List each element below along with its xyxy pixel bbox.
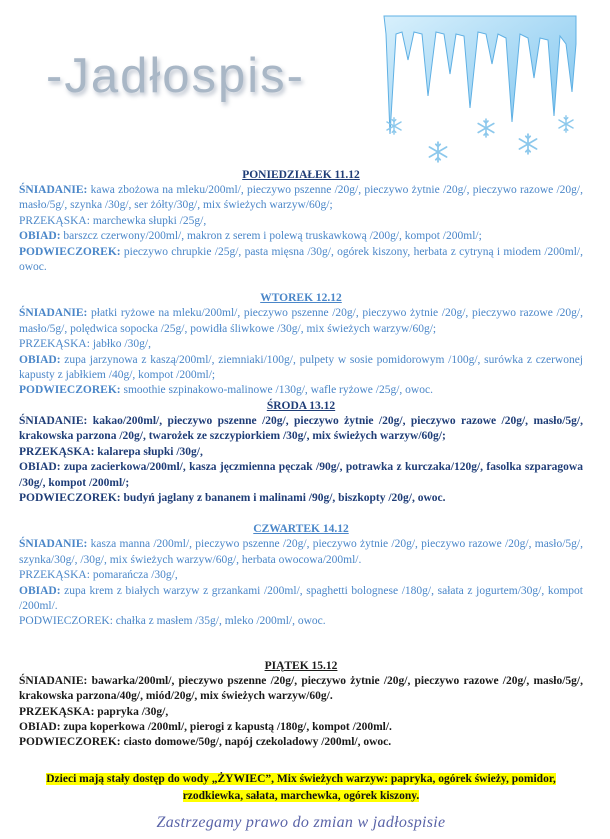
meal-snack: PRZEKĄSKA: marchewka słupki /25g/, — [19, 214, 207, 227]
meal-afternoon-snack: PODWIECZOREK: ciasto domowe/50g/, napój czekoladowy /200ml/, owoc. — [19, 736, 392, 749]
meal-breakfast: ŚNIADANIE: płatki ryżowe na mleku/200ml/, pieczywo pszenne /20g/, pieczywo żytnie /20g/, pieczywo razowe /20g/, masło/5g/, polędwica sopocka /25g/, powidła śliwkowe /30g/, mix świeżych warzyw/60g/; — [19, 307, 583, 335]
snowflake-icon — [559, 116, 573, 132]
meal-breakfast: ŚNIADANIE: kasza manna /200ml/, pieczywo pszenne /20g/, pieczywo żytnie /20g/, pieczywo razowe /20g/, masło/5g/, szynka/30g/, /30g/, mix świeżych warzyw/60g/, herbata owocowa/200ml/. — [19, 538, 583, 566]
day-section-friday — [19, 674, 583, 751]
meal-afternoon-snack: PODWIECZOREK: chałka z masłem /35g/, mleko /200ml/, owoc. — [19, 615, 326, 628]
meal-breakfast: ŚNIADANIE: kakao/200ml/, pieczywo pszenne /20g/, pieczywo żytnie /20g/, pieczywo razowe /20g/, masło/5g/, krakowska parzona /20g/, twarożek ze szczypiorkiem /30g/, mix świeżych warzyw/60g/; — [19, 414, 583, 443]
day-title-wednesday: ŚRODA 13.12 — [266, 399, 336, 412]
meal-lunch: OBIAD: barszcz czerwony/200ml/, makron z serem i polewą truskawkową /200g/, kompot /200ml/; — [19, 230, 482, 243]
snowflake-icon — [478, 119, 494, 137]
meal-breakfast: ŚNIADANIE: bawarka/200ml/, pieczywo pszenne /20g/, pieczywo żytnie /20g/, pieczywo razowe /20g/, masło/5g/, krakowska parzona/40g/, miód/20g/, mix świeżych warzyw/60g/. — [19, 674, 583, 703]
icicles-snowflakes-decoration — [380, 4, 580, 164]
snowflake-icon — [519, 134, 536, 154]
day-title-friday: PIĄTEK 15.12 — [264, 659, 338, 672]
day-title-thursday: CZWARTEK 14.12 — [253, 523, 349, 536]
meal-snack: PRZEKĄSKA: kalarepa słupki /30g/, — [19, 445, 203, 458]
meal-snack: PRZEKĄSKA: pomarańcza /30g/, — [19, 569, 178, 582]
day-title-tuesday: WTOREK 12.12 — [260, 292, 342, 305]
meal-afternoon-snack: PODWIECZOREK: smoothie szpinakowo-malinowe /130g/, wafle ryżowe /25g/, owoc. — [19, 384, 433, 397]
meal-afternoon-snack: PODWIECZOREK: budyń jaglany z bananem i malinami /90g/, biszkopty /20g/, owoc. — [19, 491, 446, 504]
footer-note: Zastrzegamy prawo do zmian w jadłospisie — [156, 813, 446, 831]
meal-lunch: OBIAD: zupa jarzynowa z kaszą/200ml/, ziemniaki/100g/, pulpety w sosie pomidorowym /100g/, surówka z czerwonej kapusty z jabłkiem /40g/, kompot /200ml/; — [19, 353, 583, 382]
day-title-monday: PONIEDZIAŁEK 11.12 — [242, 169, 360, 181]
day-section-thursday — [19, 537, 583, 629]
day-section-wednesday — [19, 414, 583, 506]
meal-lunch: OBIAD: zupa zacierkowa/200ml/, kasza jęczmienna pęczak /90g/, potrawka z kurczaka/120g/, fasolka szparagowa /30g/, kompot /200ml/; — [19, 461, 583, 489]
meal-snack: PRZEKĄSKA: papryka /30g/, — [19, 705, 169, 718]
snowflake-icon — [429, 142, 446, 162]
day-section-monday — [19, 183, 583, 275]
page-title: -Jadłospis- — [46, 49, 305, 103]
meal-breakfast: ŚNIADANIE: kawa zbożowa na mleku/200ml/, pieczywo pszenne /20g/, pieczywo żytnie /20g/, pieczywo razowe /20g/, masło/5g/, szynka /30g/, ser żółty/30g/, mix świeżych warzyw/60g/; — [19, 184, 583, 212]
water-notice: Dzieci mają stały dostęp do wody „ŻYWIEC”, Mix świeżych warzyw: papryka, ogórek świeży, pomidor, rzodkiewka, sałata, marchewka, ogórek kiszony. — [46, 772, 556, 802]
icicle-shape — [384, 16, 576, 134]
menu-content — [19, 168, 583, 830]
meal-snack: PRZEKĄSKA: jabłko /30g/, — [19, 338, 151, 351]
meal-lunch: OBIAD: zupa krem z białych warzyw z grzankami /200ml/, spaghetti bolognese /180g/, sałata z jogurtem/30g/, kompot /200ml/. — [19, 584, 583, 612]
meal-lunch: OBIAD: zupa koperkowa /200ml/, pierogi z kapustą /180g/, kompot /200ml/. — [19, 720, 392, 733]
meal-afternoon-snack: PODWIECZOREK: pieczywo chrupkie /25g/, pasta mięsna /30g/, ogórek kiszony, herbata z cytryną i miodem /200ml/, owoc. — [19, 245, 583, 274]
day-section-tuesday — [19, 306, 583, 398]
